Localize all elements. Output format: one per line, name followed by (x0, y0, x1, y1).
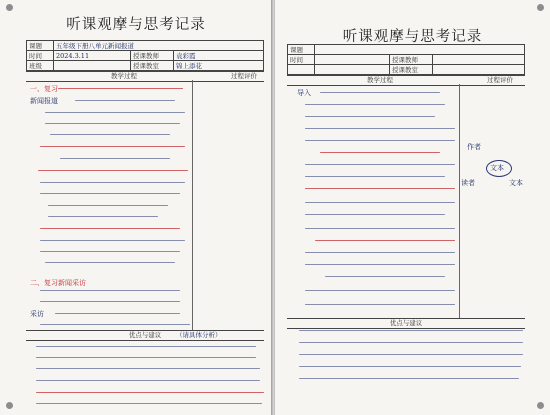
remarks-label: 优点与建议 (128, 331, 162, 339)
handwriting-stroke (36, 392, 264, 393)
handwriting-stroke (40, 324, 190, 325)
handwriting-stroke (40, 193, 180, 194)
handwriting-stroke (299, 330, 523, 331)
teacher-value (433, 55, 525, 65)
handwriting-stroke (299, 366, 521, 367)
binding-hole (537, 4, 544, 11)
note-keyword: 导入 (297, 89, 311, 97)
handwriting-stroke (299, 354, 523, 355)
lesson-info-table (26, 40, 264, 71)
time-label: 时间 (27, 51, 54, 61)
handwriting-stroke (305, 128, 455, 129)
column-header-bar (26, 71, 264, 82)
binding-hole (6, 402, 13, 409)
time-value (315, 55, 390, 65)
process-column-label: 教学过程 (111, 72, 137, 80)
class-value (54, 61, 131, 71)
handwriting-stroke (305, 104, 445, 105)
circled-word-text: 文本 (490, 164, 504, 172)
handwriting-stroke (45, 262, 175, 263)
margin-note-reader: 读者 (461, 179, 475, 187)
handwriting-stroke (60, 158, 170, 159)
binding-hole (537, 402, 544, 409)
handwriting-stroke (45, 123, 180, 124)
page-title: 听课观摩与思考记录 (66, 17, 206, 33)
remarks-header-bar (287, 318, 525, 329)
note-heading: 二、复习新闻采访 (30, 279, 86, 287)
handwriting-stroke (305, 202, 455, 203)
handwriting-stroke (48, 205, 168, 206)
column-header-bar (287, 75, 525, 86)
note-keyword: 采访 (30, 310, 44, 318)
handwriting-stroke (315, 240, 455, 241)
handwriting-stroke (305, 252, 455, 253)
teacher-label: 授课教师 (390, 55, 433, 65)
handwriting-stroke (325, 276, 445, 277)
handwriting-stroke (55, 313, 180, 314)
margin-note-author: 作者 (467, 143, 481, 151)
teacher-value: 袁彩霞 (174, 51, 264, 61)
handwriting-stroke (320, 152, 440, 153)
blank-label (288, 65, 315, 75)
handwriting-stroke (40, 228, 180, 229)
handwriting-stroke (305, 176, 445, 177)
handwriting-stroke (36, 357, 256, 358)
remarks-hand-note: （请具体分析） (176, 331, 222, 339)
handwriting-stroke (36, 368, 260, 369)
handwriting-stroke (299, 342, 523, 343)
handwriting-stroke (45, 112, 185, 113)
handwriting-stroke (58, 88, 183, 89)
handwriting-stroke (36, 380, 260, 381)
column-divider (192, 80, 193, 330)
handwriting-stroke (305, 228, 455, 229)
handwriting-stroke (40, 146, 185, 147)
left-page (0, 0, 272, 415)
handwriting-stroke (305, 214, 445, 215)
note-heading: 一、复习 (30, 85, 58, 93)
remarks-label: 优点与建议 (389, 319, 423, 327)
handwriting-stroke (305, 264, 455, 265)
handwriting-stroke (299, 378, 519, 379)
circled-word (486, 160, 512, 177)
page-title: 听课观摩与思考记录 (342, 29, 483, 45)
handwriting-stroke (38, 170, 188, 171)
column-divider (459, 84, 460, 318)
handwriting-stroke (320, 92, 440, 93)
topic-value (315, 45, 525, 55)
handwriting-stroke (48, 216, 158, 217)
handwriting-stroke (305, 140, 455, 141)
process-column-label: 教学过程 (367, 76, 393, 84)
handwriting-stroke (40, 301, 180, 302)
topic-label: 课题 (288, 45, 315, 55)
teacher-label: 授课教师 (131, 51, 174, 61)
handwriting-stroke (305, 164, 455, 165)
handwriting-stroke (305, 290, 455, 291)
classroom-label: 授课教室 (131, 61, 174, 71)
margin-note-text: 文本 (509, 179, 523, 187)
classroom-value (433, 65, 525, 75)
handwriting-stroke (305, 304, 455, 305)
handwriting-stroke (36, 403, 262, 404)
evaluation-column-label: 过程评价 (487, 76, 513, 84)
handwriting-stroke (36, 346, 256, 347)
time-value: 2024.3.11 (54, 51, 131, 61)
handwriting-stroke (305, 188, 455, 189)
handwriting-stroke (40, 240, 185, 241)
blank-value (315, 65, 390, 75)
note-keyword: 新闻报道 (30, 97, 58, 105)
handwriting-stroke (75, 100, 175, 101)
class-label: 班级 (27, 61, 54, 71)
handwriting-stroke (305, 116, 435, 117)
binding-hole (6, 4, 13, 11)
handwriting-stroke (50, 134, 170, 135)
classroom-label: 授课教室 (390, 65, 433, 75)
handwriting-stroke (40, 182, 185, 183)
school-value: 锦上添花 (174, 61, 264, 71)
handwriting-stroke (40, 251, 180, 252)
time-label: 时间 (288, 55, 315, 65)
lesson-info-table (287, 44, 525, 75)
handwriting-stroke (40, 290, 180, 291)
remarks-header-bar (26, 330, 264, 341)
topic-value: 五年级下册八单元新闻报道 (54, 41, 264, 51)
right-page (275, 0, 550, 415)
topic-label: 课题 (27, 41, 54, 51)
evaluation-column-label: 过程评价 (231, 72, 257, 80)
